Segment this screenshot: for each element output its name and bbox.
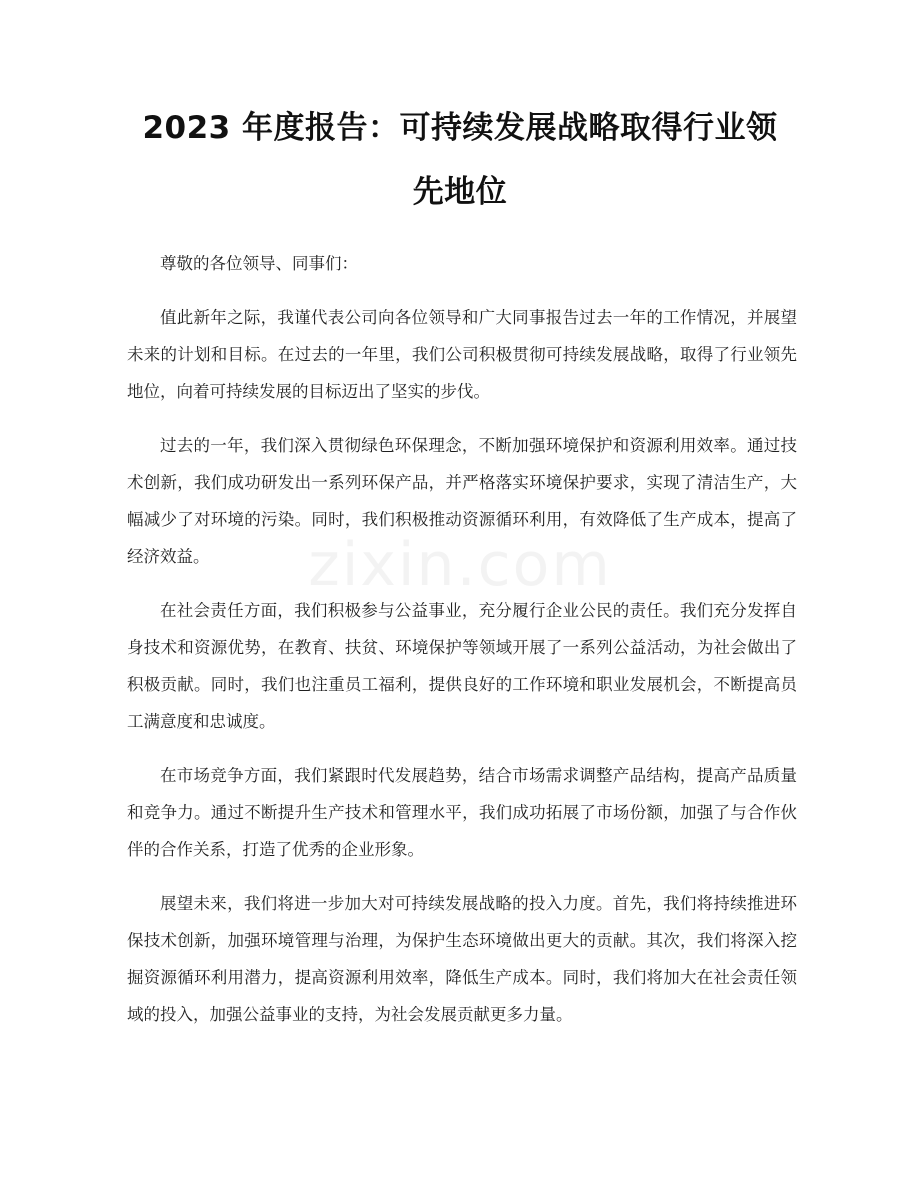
document-title bbox=[110, 96, 810, 224]
watermark: zixin.com bbox=[308, 530, 612, 600]
paragraph-environment: 过去的一年，我们深入贯彻绿色环保理念，不断加强环境保护和资源利用效率。通过技术创新，我们成功研发出一系列环保产品，并严格落实环境保护要求，实现了清洁生产，大幅减少了对环境的污染。同时，我们积极推动资源循环利用，有效降低了生产成本，提高了经济效益。 bbox=[127, 436, 797, 566]
paragraph-intro: 值此新年之际，我谨代表公司向各位领导和广大同事报告过去一年的工作情况，并展望未来的计划和目标。在过去的一年里，我们公司积极贯彻可持续发展战略，取得了行业领先地位，向着可持续发展的目标迈出了坚实的步伐。 bbox=[127, 308, 797, 401]
salutation: 尊敬的各位领导、同事们： bbox=[160, 254, 358, 273]
title-line-1: 2023 年度报告：可持续发展战略取得行业领 bbox=[142, 110, 778, 146]
paragraph-outlook: 展望未来，我们将进一步加大对可持续发展战略的投入力度。首先，我们将持续推进环保技术创新，加强环境管理与治理，为保护生态环境做出更大的贡献。其次，我们将深入挖掘资源循环利用潜力，提高资源利用效率，降低生产成本。同时，我们将加大在社会责任领域的投入，加强公益事业的支持，为社会发展贡献更多力量。 bbox=[127, 894, 797, 1024]
document-body bbox=[127, 245, 797, 1050]
title-line-2: 先地位 bbox=[412, 174, 508, 210]
paragraph-social-responsibility: 在社会责任方面，我们积极参与公益事业，充分履行企业公民的责任。我们充分发挥自身技术和资源优势，在教育、扶贫、环境保护等领域开展了一系列公益活动，为社会做出了积极贡献。同时，我们也注重员工福利，提供良好的工作环境和职业发展机会，不断提高员工满意度和忠诚度。 bbox=[127, 601, 797, 731]
paragraph-market-competition: 在市场竞争方面，我们紧跟时代发展趋势，结合市场需求调整产品结构，提高产品质量和竞争力。通过不断提升生产技术和管理水平，我们成功拓展了市场份额，加强了与合作伙伴的合作关系，打造了优秀的企业形象。 bbox=[127, 766, 797, 859]
